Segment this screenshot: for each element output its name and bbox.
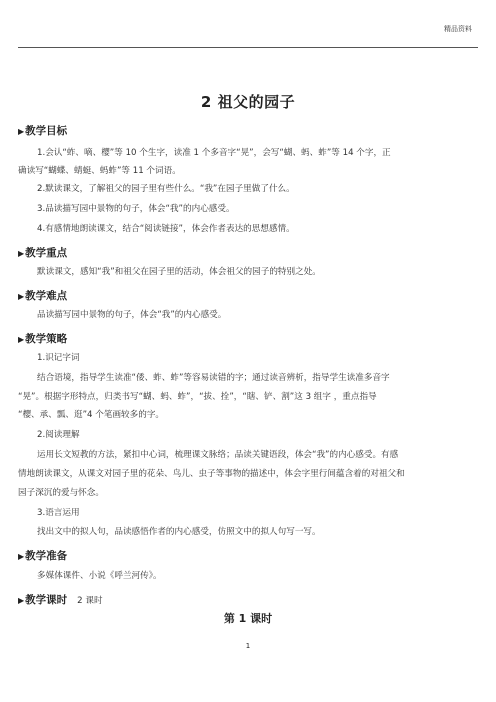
section-heading-text: 教学难点: [25, 290, 68, 302]
hours-value: 2 课时: [77, 596, 103, 606]
strategies-line-9: 3.语言运用: [37, 508, 80, 518]
document-title: 2 祖父的园子: [200, 93, 296, 111]
section-heading-text: 教学准备: [25, 550, 68, 562]
strategies-line-1: 1.识记字词: [37, 353, 80, 363]
goals-line-4: 3.品读描写园中景物的句子，体会“我”的内心感受。: [37, 204, 235, 214]
lesson-title: 第 1 课时: [223, 612, 273, 625]
triangle-bullet-icon: ▶: [18, 552, 25, 561]
header-rule: [18, 47, 478, 48]
triangle-bullet-icon: ▶: [18, 335, 25, 344]
preparation-line-1: 多媒体课件、小说《呼兰河传》。: [37, 571, 162, 581]
strategies-line-5: 2.阅读理解: [37, 430, 80, 440]
strategies-line-10: 找出文中的拟人句，品读感悟作者的内心感受，仿照文中的拟人句写一写。: [37, 527, 321, 537]
strategies-line-8: 园子深沉的爱与怀念。: [18, 488, 104, 498]
section-heading-strategies: [18, 331, 67, 346]
section-heading-preparation: [18, 548, 67, 563]
goals-line-1: 1.会认“蚱、嘀、樱”等 10 个生字，读准 1 个多音字“晃”，会写“蝴、蚂、蚱”等 14 个字，正: [37, 148, 391, 158]
strategies-line-4: “樱、承、瓢、逛”4 个笔画较多的字。: [18, 410, 165, 420]
header-tag: 精品资料: [444, 25, 472, 33]
goals-line-5: 4.有感情地朗读课文，结合“阅读链接”，体会作者表达的思想感情。: [37, 224, 295, 234]
strategies-line-6: 运用长文短教的方法，紧扣中心词，梳理课文脉络；品读关键语段，体会“我”的内心感受。有感: [37, 450, 399, 460]
goals-line-3: 2.默读课文，了解祖父的园子里有些什么。“我”在园子里做了什么。: [37, 184, 295, 194]
strategies-line-2: 结合语境，指导学生读准“倭、蚱、蚱”等容易读错的字；通过读音辨析，指导学生读准多音字: [37, 373, 390, 383]
section-heading-difficulties: [18, 288, 67, 303]
strategies-line-3: “晃”。根据字形特点，归类书写“蝴、蚂、蚱”，“拔、拴”，“瞎、铲、割”这 3 组字 ，重点指导: [18, 392, 377, 402]
difficulties-line-1: 品读描写园中景物的句子，体会“我”的内心感受。: [37, 310, 227, 320]
section-heading-hours: [18, 592, 103, 607]
triangle-bullet-icon: ▶: [18, 127, 25, 136]
triangle-bullet-icon: ▶: [18, 249, 25, 258]
section-heading-goals: [18, 123, 67, 138]
goals-line-2: 确读写“蝴蝶、蜻蜓、蚂蚱”等 11 个词语。: [18, 166, 181, 176]
section-heading-text: 教学课时: [25, 594, 68, 606]
section-heading-text: 教学目标: [25, 125, 68, 137]
key-points-line-1: 默读课文，感知“我”和祖父在园子里的活动，体会祖父的园子的特别之处。: [37, 267, 321, 277]
section-heading-text: 教学重点: [25, 247, 68, 259]
triangle-bullet-icon: ▶: [18, 596, 25, 605]
section-heading-key-points: [18, 245, 67, 260]
section-heading-text: 教学策略: [25, 333, 68, 345]
page-number: 1: [245, 642, 251, 650]
triangle-bullet-icon: ▶: [18, 292, 25, 301]
strategies-line-7: 情地朗读课文，从课文对园子里的花朵、鸟儿、虫子等事物的描述中，体会字里行间蕴含着的对祖父和: [18, 469, 405, 479]
